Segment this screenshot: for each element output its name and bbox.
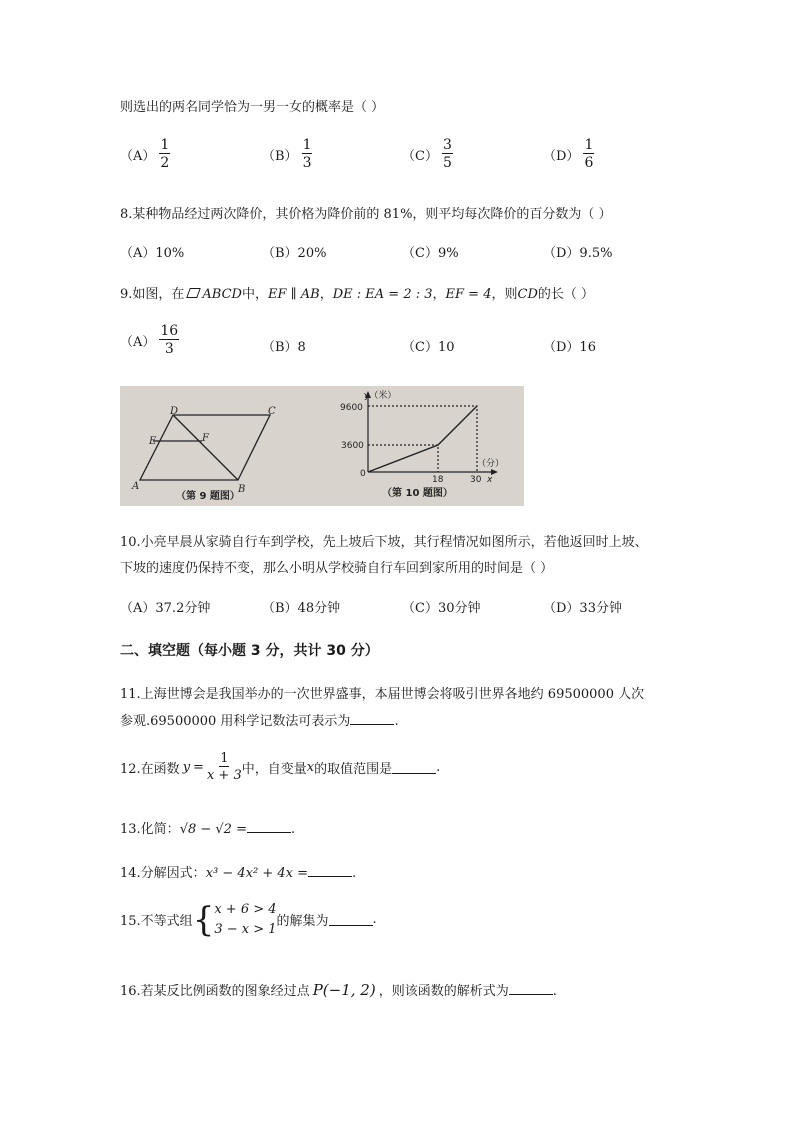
option-label: （D） <box>543 148 580 164</box>
q8-option-d: （D）9.5% <box>543 246 613 261</box>
parallelogram-symbol <box>187 288 202 298</box>
point-a-label: A <box>132 481 140 492</box>
q9-option-a <box>120 324 179 356</box>
q10-option-b: （B）48分钟 <box>262 601 341 616</box>
fraction: $\frac{1}{6}$ <box>584 137 594 171</box>
option-label: （B） <box>262 148 298 164</box>
x-axis-label: x <box>487 475 493 485</box>
inequality-system: x + 6 > 4 3 − x > 1 <box>214 902 277 937</box>
x-tick-30: 30 <box>470 475 482 485</box>
fraction: $\frac{1}{x + 3}$ <box>206 751 242 783</box>
q16: 16.若某反比例函数的图象经过点 P(−1, 2) ，则该函数的解析式为 . <box>120 981 557 999</box>
origin-label: 0 <box>360 469 366 479</box>
fraction: $\frac{1}{2}$ <box>160 137 170 171</box>
q7-option-c <box>402 138 453 170</box>
q7-option-b <box>262 138 312 170</box>
point-e-label: E <box>149 436 157 447</box>
answer-blank <box>509 982 553 995</box>
q12: 12.在函数 y = $\frac{1}{x + 3}$ 中，自变量 x 的取值范围是 . <box>120 751 441 783</box>
figures-svg <box>120 386 524 506</box>
answer-blank <box>350 712 394 725</box>
q8-option-a: （A）10% <box>120 246 185 261</box>
q10-option-d: （D）33分钟 <box>543 601 622 616</box>
q10-option-a: （A）37.2分钟 <box>120 601 211 616</box>
answer-blank <box>392 761 436 774</box>
q7-option-d <box>543 138 594 170</box>
q7-stem: 则选出的两名同学恰为一男一女的概率是（ ） <box>120 100 385 115</box>
q10-line2: 下坡的速度仍保持不变，那么小明从学校骑自行车回到家所用的时间是（ ） <box>120 561 554 576</box>
answer-blank <box>247 820 291 833</box>
option-label: （A） <box>120 334 156 350</box>
answer-blank <box>308 864 352 877</box>
q8-option-c: （C）9% <box>402 246 459 261</box>
point-c-label: C <box>268 406 276 417</box>
answer-blank <box>329 913 373 926</box>
figure9-caption: （第 9 题图） <box>176 491 240 502</box>
fraction: $\frac{1}{3}$ <box>302 137 312 171</box>
segment-db <box>173 415 238 480</box>
point-b-label: B <box>238 484 246 495</box>
left-brace: { <box>192 899 215 940</box>
x-unit-label: （分） <box>477 459 505 469</box>
q9-option-d: （D）16 <box>543 340 596 355</box>
q13: 13.化简：√8 − √2 = . <box>120 822 296 837</box>
y-tick-9600: 9600 <box>340 403 363 413</box>
point-d-label: D <box>170 406 179 417</box>
q7-option-a <box>120 138 170 170</box>
q9-option-b: （B）8 <box>262 340 306 355</box>
q8-option-b: （B）20% <box>262 246 327 261</box>
y-axis-label: y（米） <box>364 391 397 401</box>
section-title: 二、填空题（每小题 3 分，共计 30 分） <box>120 643 379 659</box>
y-tick-3600: 3600 <box>341 441 364 451</box>
option-label: （A） <box>120 148 156 164</box>
figure10-caption: （第 10 题图） <box>382 488 453 499</box>
dashed-guide-9600 <box>368 406 477 472</box>
distance-line <box>368 406 477 472</box>
q9-option-c: （C）10 <box>402 340 455 355</box>
q15: 15.不等式组 { x + 6 > 4 3 − x > 1 的解集为 . <box>120 899 377 940</box>
q8-stem: 8.某种物品经过两次降价，其价格为降价前的 81%，则平均每次降价的百分数为（ ） <box>120 207 612 222</box>
fraction: $\frac{16}{3}$ <box>160 323 179 357</box>
fraction: $\frac{3}{5}$ <box>442 137 452 171</box>
q10-option-c: （C）30分钟 <box>402 601 481 616</box>
q14: 14.分解因式：x³ − 4x² + 4x = . <box>120 866 357 881</box>
q11-line2: 参观.69500000 用科学记数法可表示为 . <box>120 714 399 729</box>
q9-stem: 9.如图，在 ABCD中，EF ∥ AB，DE : EA = 2 : 3，EF = 4，则CD的长（ ） <box>120 287 595 302</box>
q11-line1: 11.上海世博会是我国举办的一次世界盛事，本届世博会将吸引世界各地约 69500000 人次 <box>120 687 645 702</box>
point-f-label: F <box>202 433 209 444</box>
x-tick-18: 18 <box>432 475 444 485</box>
option-label: （C） <box>402 148 438 164</box>
figures-photo <box>120 386 524 506</box>
q10-line1: 10.小亮早晨从家骑自行车到学校，先上坡后下坡，其行程情况如图所示，若他返回时上坡、 <box>120 535 648 550</box>
